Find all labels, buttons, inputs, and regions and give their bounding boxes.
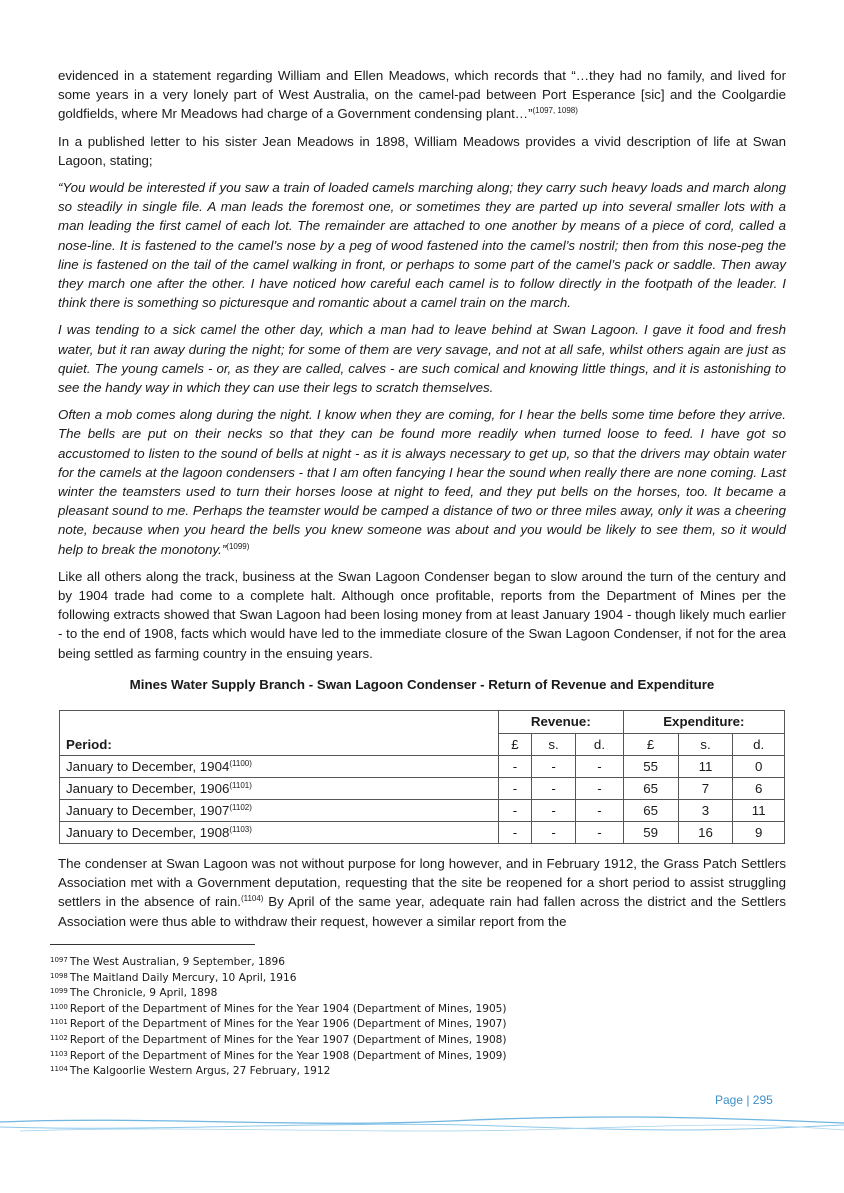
table-cell: -	[531, 821, 575, 843]
paragraph-decline: Like all others along the track, business at the Swan Lagoon Condenser began to slow around the turn of the century and by 1904 trade had come to a complete halt. Although once profitable, reports from the Department of Mines per the following extracts showed that Swan Lagoon had been losing money from at least January 1904 - though likely much earlier - to the end of 1908, facts which would have led to the immediate closure of the Swan Lagoon Condenser, if not for the area being settled as farming country in the ensuing years.	[58, 568, 786, 661]
table-title: Mines Water Supply Branch - Swan Lagoon Condenser - Return of Revenue and Expenditure	[129, 676, 715, 692]
table-cell: -	[499, 777, 532, 799]
table-cell: 59	[623, 821, 678, 843]
table-cell: -	[499, 755, 532, 777]
footer-wave-decoration	[0, 1112, 844, 1138]
table-cell: 65	[623, 799, 678, 821]
table-cell: 11	[678, 755, 733, 777]
quote-paragraph-2: I was tending to a sick camel the other day, which a man had to leave behind at Swan Lagoon. I gave it food and fresh water, but it ran away during the night; for some of them are very savage, and not at all safe, whilst others again are just as quiet. The young camels - or, as they are called, calves - are such comical and knowing little things, and it is astonishing to see the handy way in which they can use their legs to scratch themselves.	[58, 322, 786, 396]
revenue-header: Revenue:	[499, 710, 624, 733]
table-cell: -	[531, 755, 575, 777]
unit-pence-header: d.	[733, 733, 785, 755]
table-cell: 16	[678, 821, 733, 843]
table-cell: 6	[733, 777, 785, 799]
unit-shillings-header: s.	[531, 733, 575, 755]
period-cell: January to December, $1906^{(1101)}$	[60, 777, 499, 799]
table-cell: 3	[678, 799, 733, 821]
footnote-ref: (1099)	[226, 541, 250, 551]
paragraph-letter-intro: In a published letter to his sister Jean Meadows in 1898, William Meadows provides a vivid description of life at Swan Lagoon, stating;	[58, 133, 786, 168]
table-cell: -	[576, 821, 623, 843]
table-header-row	[60, 710, 785, 733]
footnote-ref: (1097, 1098)	[532, 106, 578, 116]
period-header: Period:	[60, 733, 499, 755]
unit-pounds-header: £	[499, 733, 532, 755]
footnote-divider	[50, 944, 255, 945]
table-cell: -	[576, 777, 623, 799]
footnotes	[50, 955, 507, 1080]
quote-paragraph-1: “You would be interested if you saw a train of loaded camels marching along; they carry such heavy loads and march along so steadily in single file. A man leads the foremost one, or sometimes they are parted up into several smaller lots with a man leading the first camel of each lot. The remainder are attached to one another by means of a piece of cord, called a nose-line. It is fastened to the camel’s nose by a peg of wood fastened into the camel’s nostril; then from this nose-peg the line is fastened on the tail of the camel walking in front, or perhaps to some part of the camel’s pack or saddle. Then away they march one after the other. I have noticed how careful each camel is to follow directly in the footpath of the leader. I think there is something so picturesque and romantic about a camel train on the march.	[58, 180, 786, 311]
footnote: $^{1100}$ Report of the Department of Mines for the Year 1904 (Department of Mines, 1905)	[50, 1002, 507, 1015]
table-cell: -	[499, 799, 532, 821]
quote-paragraph-3: Often a mob comes along during the night. I know when they are coming, for I hear the bells some time before they arrive. The bells are put on their necks so that they can be found more readily when turned loose to feed. I have got so accustomed to listen to the sound of bells at night - as it is always necessary to get up, so that the drivers may obtain water for the camels at the lagoon condensers - that I am often fancying I hear the sound when really there are none coming. Last winter the teamsters used to turn their horses loose at night to feed, and they put bells on the horses, too. It became a pleasant sound to me. Perhaps the teamster would be camped a distance of two or three miles away, only it was a cheering note, because when you heard the bells you knew someone was about and you would be likely to see them, so it would help to break the monotony.”$^{(1099)}$	[58, 407, 786, 557]
unit-shillings-header: s.	[678, 733, 733, 755]
footnote: $^{1104}$ The Kalgoorlie Western Argus, 27 February, 1912	[50, 1065, 331, 1078]
period-cell: January to December, $1904^{(1100)}$	[60, 755, 499, 777]
table-row	[60, 799, 785, 821]
footnote: $^{1103}$ Report of the Department of Mines for the Year 1908 (Department of Mines, 1909)	[50, 1049, 507, 1062]
table-cell: 11	[733, 799, 785, 821]
period-cell: January to December, $1908^{(1103)}$	[60, 821, 499, 843]
page-body	[58, 66, 786, 939]
table-cell: 65	[623, 777, 678, 799]
table-cell: 9	[733, 821, 785, 843]
footnote: $^{1101}$ Report of the Department of Mines for the Year 1906 (Department of Mines, 1907)	[50, 1018, 507, 1031]
table-cell: 7	[678, 777, 733, 799]
table-row	[60, 821, 785, 843]
revenue-expenditure-table	[59, 710, 785, 844]
table-cell: -	[576, 755, 623, 777]
unit-pounds-header: £	[623, 733, 678, 755]
footnote: $^{1102}$ Report of the Department of Mines for the Year 1907 (Department of Mines, 1908)	[50, 1033, 507, 1046]
table-cell: 0	[733, 755, 785, 777]
unit-pence-header: d.	[576, 733, 623, 755]
table-cell: -	[531, 799, 575, 821]
page-number: Page | 295	[715, 1093, 773, 1107]
table-cell: -	[531, 777, 575, 799]
period-cell: January to December, $1907^{(1102)}$	[60, 799, 499, 821]
expenditure-header: Expenditure:	[623, 710, 784, 733]
footnote-ref: (1104)	[240, 894, 264, 904]
table-row	[60, 777, 785, 799]
table-row	[60, 755, 785, 777]
table-cell: 55	[623, 755, 678, 777]
footnote: $^{1098}$ The Maitland Daily Mercury, 10 April, 1916	[50, 971, 297, 984]
footnote: $^{1097}$ The West Australian, 9 September, 1896	[50, 956, 285, 968]
period-header-blank	[60, 710, 499, 733]
paragraph-reopening: The condenser at Swan Lagoon was not without purpose for long however, and in February 1912, the Grass Patch Settlers Association met with a Government deputation, requesting that the site be reopened for a short period to assist struggling settlers in the absence of rain.$^{(1104)}$ By April of the same year, adequate rain had fallen across the district and the Settlers Association were thus able to withdraw their request, however a similar report from the	[58, 855, 786, 929]
footnote: $^{1099}$ The Chronicle, 9 April, 1898	[50, 987, 218, 1000]
table-cell: -	[576, 799, 623, 821]
table-subheader-row	[60, 733, 785, 755]
paragraph-intro: evidenced in a statement regarding William and Ellen Meadows, which records that “…they had no family, and lived for some years in a very lonely part of West Australia, on the camel-pad between Port Esperance [sic] and the Coolgardie goldfields, where Mr Meadows had charge of a Government condensing plant…”$^{(1097, 1098)}$	[58, 68, 786, 122]
table-cell: -	[499, 821, 532, 843]
